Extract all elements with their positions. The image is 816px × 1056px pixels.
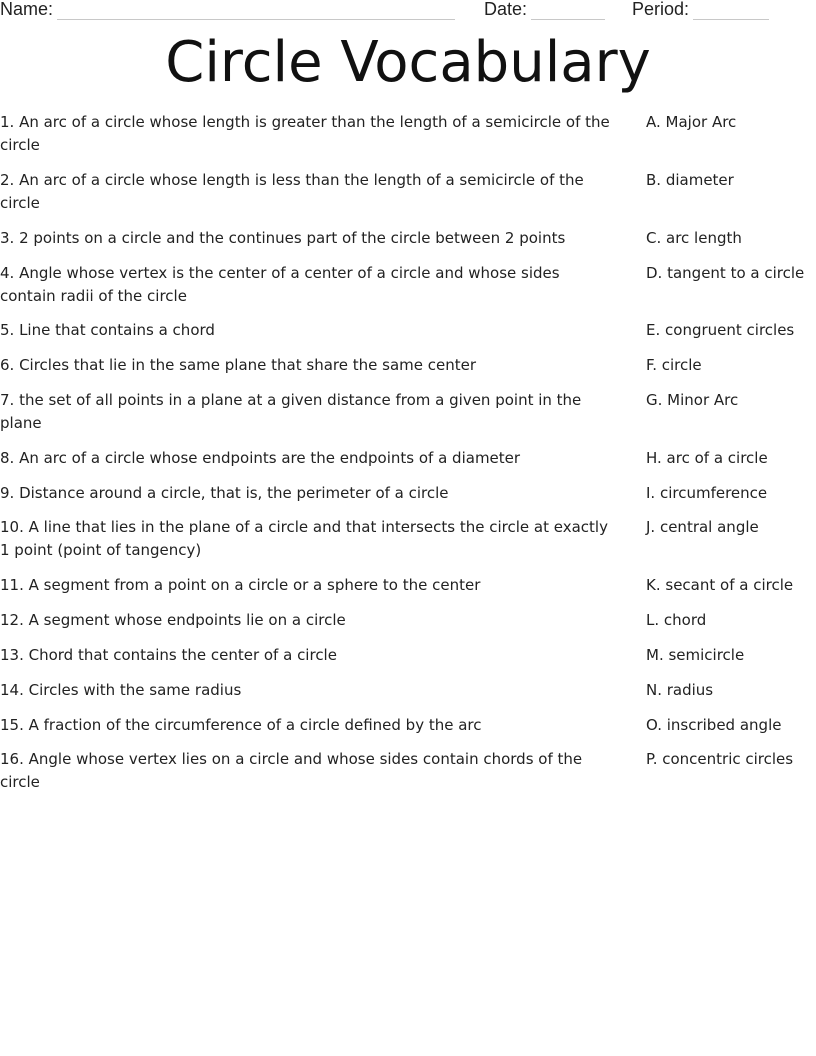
answer-text: A. Major Arc: [646, 113, 737, 131]
clue-text: 5. Line that contains a chord: [0, 321, 215, 339]
name-field[interactable]: [0, 0, 455, 20]
answer-text: J. central angle: [646, 518, 759, 536]
page-title: Circle Vocabulary: [165, 30, 651, 95]
list-item: [0, 574, 816, 597]
period-blank-line[interactable]: [693, 1, 769, 20]
answer-text: L. chord: [646, 611, 707, 629]
period-field[interactable]: [632, 0, 769, 20]
clue-text: 8. An arc of a circle whose endpoints are the endpoints of a diameter: [0, 449, 521, 467]
list-item: [0, 111, 816, 157]
matching-list: [0, 111, 816, 794]
answer-text: N. radius: [646, 681, 714, 699]
list-item: [0, 609, 816, 632]
date-blank-line[interactable]: [531, 1, 605, 20]
clue-text: 2. An arc of a circle whose length is less than the length of a semicircle of the circle: [0, 171, 584, 212]
clue-text: 3. 2 points on a circle and the continues part of the circle between 2 points: [0, 229, 566, 247]
answer-text: P. concentric circles: [646, 750, 794, 768]
date-label: Date:: [484, 0, 528, 19]
answer-text: E. congruent circles: [646, 321, 795, 339]
clue-text: 12. A segment whose endpoints lie on a circle: [0, 611, 346, 629]
list-item: [0, 748, 816, 794]
name-label: Name:: [0, 0, 54, 19]
date-field[interactable]: [484, 0, 605, 20]
list-item: [0, 714, 816, 737]
clue-text: 13. Chord that contains the center of a circle: [0, 646, 337, 664]
answer-text: B. diameter: [646, 171, 734, 189]
clue-text: 15. A fraction of the circumference of a circle defined by the arc: [0, 716, 482, 734]
answer-text: H. arc of a circle: [646, 449, 768, 467]
clue-text: 9. Distance around a circle, that is, the perimeter of a circle: [0, 484, 449, 502]
answer-text: C. arc length: [646, 229, 742, 247]
list-item: [0, 389, 816, 435]
clue-text: 1. An arc of a circle whose length is greater than the length of a semicircle of the circle: [0, 113, 610, 154]
answer-text: M. semicircle: [646, 646, 745, 664]
list-item: [0, 644, 816, 667]
name-blank-line[interactable]: [57, 1, 455, 20]
list-item: [0, 354, 816, 377]
clue-text: 16. Angle whose vertex lies on a circle and whose sides contain chords of the circle: [0, 750, 583, 791]
answer-text: D. tangent to a circle: [646, 264, 805, 282]
worksheet-header: [0, 0, 816, 24]
list-item: [0, 169, 816, 215]
answer-text: I. circumference: [646, 484, 768, 502]
list-item: [0, 679, 816, 702]
list-item: [0, 482, 816, 505]
answer-text: K. secant of a circle: [646, 576, 794, 594]
clue-text: 11. A segment from a point on a circle or a sphere to the center: [0, 576, 481, 594]
clue-text: 10. A line that lies in the plane of a circle and that intersects the circle at exactly 1 point (point of tangency): [0, 518, 608, 559]
list-item: [0, 516, 816, 562]
period-label: Period:: [632, 0, 690, 19]
clue-text: 7. the set of all points in a plane at a given distance from a given point in the plane: [0, 391, 582, 432]
answer-text: O. inscribed angle: [646, 716, 782, 734]
clue-text: 14. Circles with the same radius: [0, 681, 242, 699]
list-item: [0, 227, 816, 250]
clue-text: 6. Circles that lie in the same plane that share the same center: [0, 356, 477, 374]
answer-text: F. circle: [646, 356, 702, 374]
list-item: [0, 319, 816, 342]
list-item: [0, 447, 816, 470]
clue-text: 4. Angle whose vertex is the center of a center of a circle and whose sides contain radii of the circle: [0, 264, 560, 305]
list-item: [0, 262, 816, 308]
answer-text: G. Minor Arc: [646, 391, 739, 409]
